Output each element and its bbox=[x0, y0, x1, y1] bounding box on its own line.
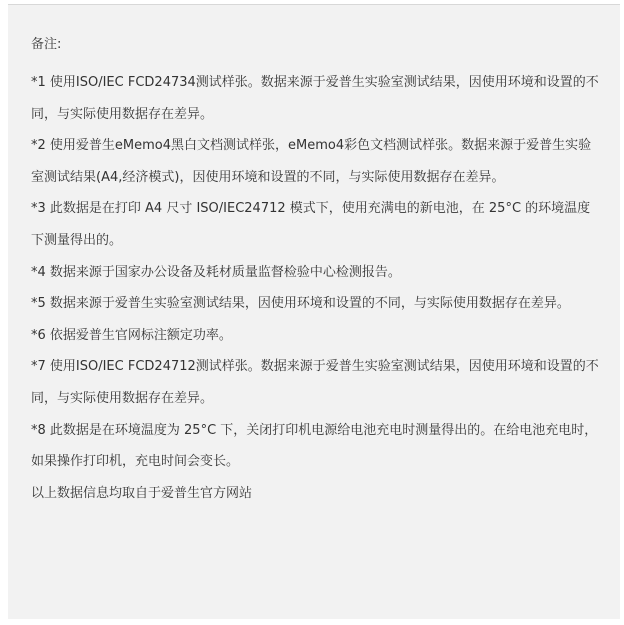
remarks-content bbox=[31, 35, 601, 509]
remark-note-8: *8 此数据是在环境温度为 25°C 下，关闭打印机电源给电池充电时测量得出的。在给电池充电时，如果操作打印机，充电时间会变长。 bbox=[31, 422, 598, 470]
remark-note-6: *6 依据爱普生官网标注额定功率。 bbox=[31, 327, 232, 343]
remarks-footer: 以上数据信息均取自于爱普生官方网站 bbox=[31, 485, 253, 501]
remark-note-1: *1 使用ISO/IEC FCD24734测试样张。数据来源于爱普生实验室测试结果，因使用环境和设置的不同，与实际使用数据存在差异。 bbox=[31, 75, 599, 122]
remark-note-3: *3 此数据是在打印 A4 尺寸 ISO/IEC24712 模式下，使用充满电的新电池，在 25°C 的环境温度下测量得出的。 bbox=[31, 201, 591, 248]
remarks-panel bbox=[8, 4, 620, 619]
remark-note-5: *5 数据来源于爱普生实验室测试结果，因使用环境和设置的不同，与实际使用数据存在差异。 bbox=[31, 296, 570, 312]
remark-note-7: *7 使用ISO/IEC FCD24712测试样张。数据来源于爱普生实验室测试结果，因使用环境和设置的不同，与实际使用数据存在差异。 bbox=[31, 359, 599, 406]
remark-note-2: *2 使用爱普生eMemo4黑白文档测试样张，eMemo4彩色文档测试样张。数据来源于爱普生实验室测试结果(A4,经济模式)，因使用环境和设置的不同，与实际使用数据存在差异。 bbox=[31, 138, 592, 185]
remark-note-4: *4 数据来源于国家办公设备及耗材质量监督检验中心检测报告。 bbox=[31, 264, 401, 280]
remarks-heading: 备注: bbox=[31, 37, 62, 52]
